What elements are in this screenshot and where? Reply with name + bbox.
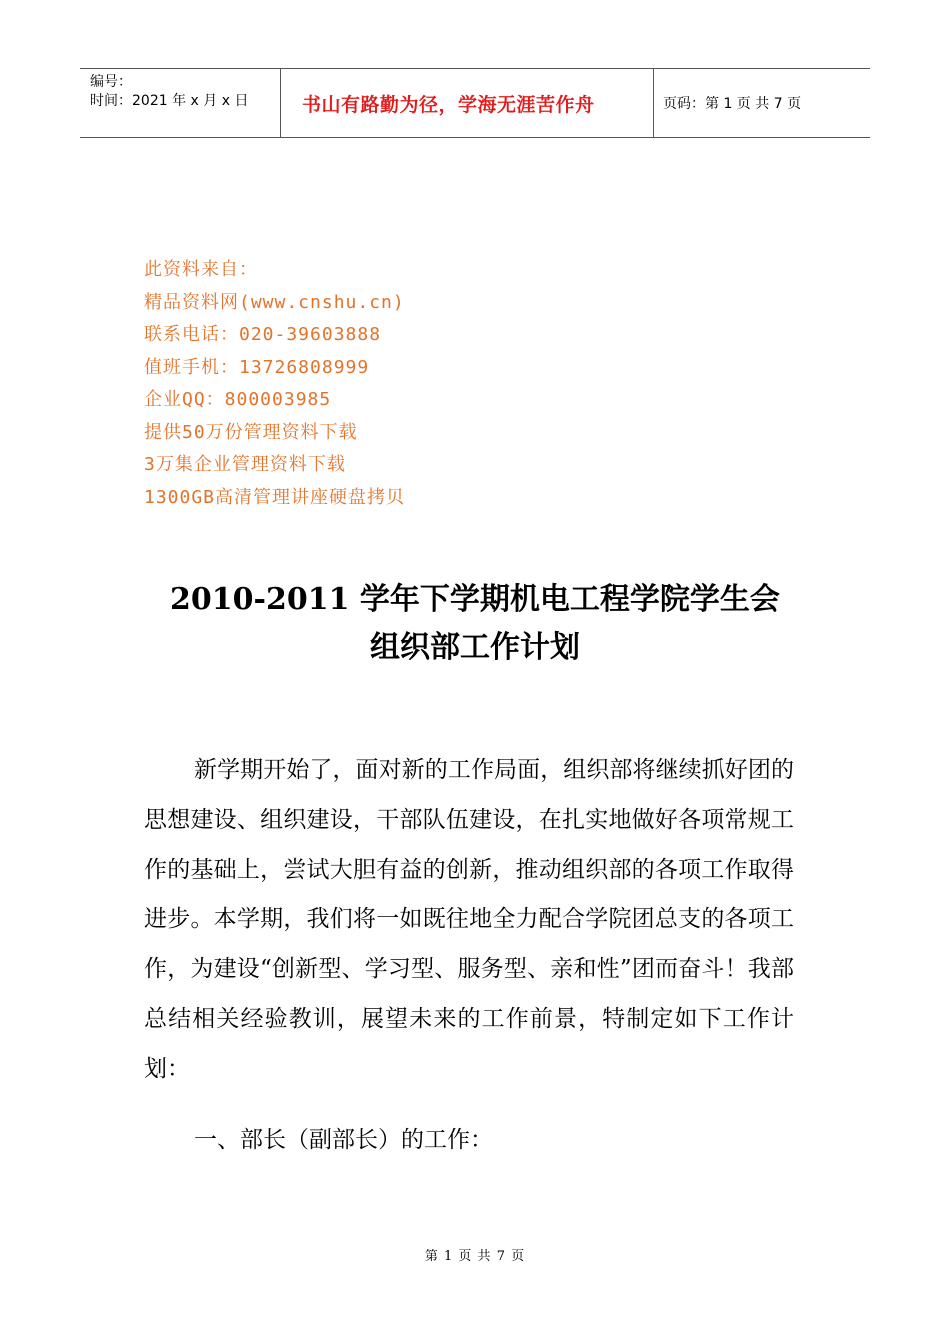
- source-line: 3万集企业管理资料下载: [144, 454, 346, 475]
- section-heading-1: 一、部长（副部长）的工作：: [194, 1127, 493, 1153]
- document-title: [0, 576, 950, 672]
- document-header: [80, 68, 870, 138]
- document-time-label: 时间：2021 年 x 月 x 日: [90, 93, 249, 109]
- source-line: 值班手机：13726808999: [144, 356, 370, 378]
- header-motto: 书山有路勤为径，学海无涯苦作舟: [281, 69, 654, 137]
- document-number-label: 编号：: [90, 74, 132, 90]
- source-line: 1300GB高清管理讲座硬盘拷贝: [144, 486, 406, 508]
- page-footer: 第 1 页 共 7 页: [424, 1249, 526, 1264]
- source-line: 提供50万份管理资料下载: [144, 421, 358, 443]
- source-line: 精品资料网(www.cnshu.cn): [144, 291, 405, 313]
- source-info-block: [144, 254, 405, 514]
- header-page-info: 页码：第 1 页 共 7 页: [663, 96, 802, 112]
- title-line-2: 组织部工作计划: [370, 630, 580, 665]
- header-meta-cell: [80, 69, 281, 137]
- source-line: 联系电话：020-39603888: [144, 324, 382, 345]
- source-line: 企业QQ：800003985: [144, 389, 332, 410]
- source-line: 此资料来自：: [144, 259, 258, 280]
- title-line-1: 2010-2011 学年下学期机电工程学院学生会: [170, 582, 780, 617]
- intro-paragraph: 新学期开始了，面对新的工作局面，组织部将继续抓好团的思想建设、组织建设，干部队伍建设，在扎实地做好各项常规工作的基础上，尝试大胆有益的创新，推动组织部的各项工作取得进步。本学期，我们将一如既往地全力配合学院团总支的各项工作，为建设“创新型、学习型、服务型、亲和性”团而奋斗！我部总结相关经验教训，展望未来的工作前景，特制定如下工作计划：: [144, 757, 794, 1082]
